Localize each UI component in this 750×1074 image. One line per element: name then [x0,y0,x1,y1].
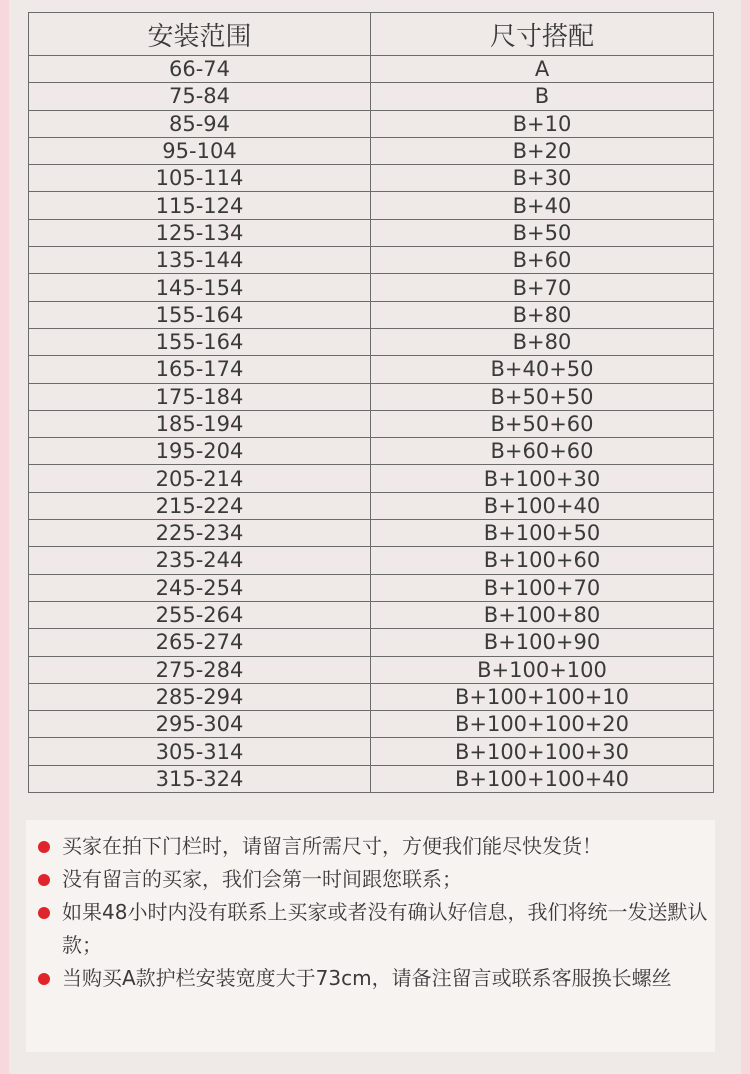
note-text: 没有留言的买家，我们会第一时间跟您联系； [62,867,462,891]
note-text: 买家在拍下门栏时，请留言所需尺寸，方便我们能尽快发货！ [62,834,602,858]
range-cell: 285-294 [29,683,371,710]
table-row [29,629,714,656]
range-cell: 85-94 [29,110,371,137]
table-row [29,383,714,410]
combo-cell: B+100+70 [371,574,714,601]
table-row [29,328,714,355]
range-cell: 175-184 [29,383,371,410]
range-cell: 195-204 [29,438,371,465]
range-cell: 315-324 [29,765,371,792]
range-cell: 75-84 [29,83,371,110]
combo-cell: B+40 [371,192,714,219]
bullet-dot-icon [38,907,50,919]
table-row [29,738,714,765]
table-row [29,110,714,137]
combo-cell: A [371,56,714,83]
combo-cell: B+20 [371,137,714,164]
combo-cell: B+40+50 [371,356,714,383]
combo-cell: B+100+40 [371,492,714,519]
note-item [26,863,715,896]
table-header-row [29,13,714,56]
size-table [28,12,714,793]
note-text: 如果48小时内没有联系上买家或者没有确认好信息，我们将统一发送默认款； [62,900,708,957]
combo-cell: B+50 [371,219,714,246]
combo-cell: B+50+60 [371,410,714,437]
table-row [29,601,714,628]
table-row [29,711,714,738]
range-cell: 255-264 [29,601,371,628]
note-item [26,962,715,995]
note-text: 当购买A款护栏安装宽度大于73cm，请备注留言或联系客服换长螺丝 [62,966,672,990]
table-row [29,247,714,274]
bullet-dot-icon [38,874,50,886]
combo-cell: B+100+50 [371,520,714,547]
range-cell: 105-114 [29,165,371,192]
note-item [26,896,715,962]
table-row [29,165,714,192]
combo-cell: B+70 [371,274,714,301]
table-row [29,656,714,683]
table-row [29,574,714,601]
range-cell: 305-314 [29,738,371,765]
range-cell: 265-274 [29,629,371,656]
table-row [29,274,714,301]
combo-cell: B+80 [371,328,714,355]
combo-cell: B+100+100 [371,656,714,683]
range-cell: 135-144 [29,247,371,274]
table-row [29,438,714,465]
header-size-combo: 尺寸搭配 [371,13,714,56]
range-cell: 155-164 [29,328,371,355]
range-cell: 245-254 [29,574,371,601]
combo-cell: B+60+60 [371,438,714,465]
table-row [29,465,714,492]
notes-box [26,820,715,1052]
range-cell: 275-284 [29,656,371,683]
table-row [29,683,714,710]
combo-cell: B+100+100+30 [371,738,714,765]
table-row [29,192,714,219]
note-item [26,830,715,863]
table-row [29,83,714,110]
range-cell: 145-154 [29,274,371,301]
table-row [29,547,714,574]
combo-cell: B+100+100+20 [371,711,714,738]
bullet-dot-icon [38,973,50,985]
table-row [29,410,714,437]
combo-cell: B+80 [371,301,714,328]
range-cell: 165-174 [29,356,371,383]
combo-cell: B+100+60 [371,547,714,574]
range-cell: 115-124 [29,192,371,219]
combo-cell: B+100+100+10 [371,683,714,710]
range-cell: 235-244 [29,547,371,574]
table-row [29,56,714,83]
table-row [29,765,714,792]
table-row [29,492,714,519]
combo-cell: B+50+50 [371,383,714,410]
range-cell: 125-134 [29,219,371,246]
table-row [29,356,714,383]
range-cell: 66-74 [29,56,371,83]
combo-cell: B [371,83,714,110]
range-cell: 295-304 [29,711,371,738]
range-cell: 155-164 [29,301,371,328]
table-row [29,301,714,328]
combo-cell: B+100+90 [371,629,714,656]
combo-cell: B+10 [371,110,714,137]
range-cell: 215-224 [29,492,371,519]
header-install-range: 安装范围 [29,13,371,56]
combo-cell: B+100+80 [371,601,714,628]
table-row [29,137,714,164]
combo-cell: B+60 [371,247,714,274]
table-row [29,219,714,246]
combo-cell: B+30 [371,165,714,192]
combo-cell: B+100+100+40 [371,765,714,792]
range-cell: 205-214 [29,465,371,492]
table-row [29,520,714,547]
range-cell: 225-234 [29,520,371,547]
range-cell: 185-194 [29,410,371,437]
combo-cell: B+100+30 [371,465,714,492]
bullet-dot-icon [38,841,50,853]
range-cell: 95-104 [29,137,371,164]
